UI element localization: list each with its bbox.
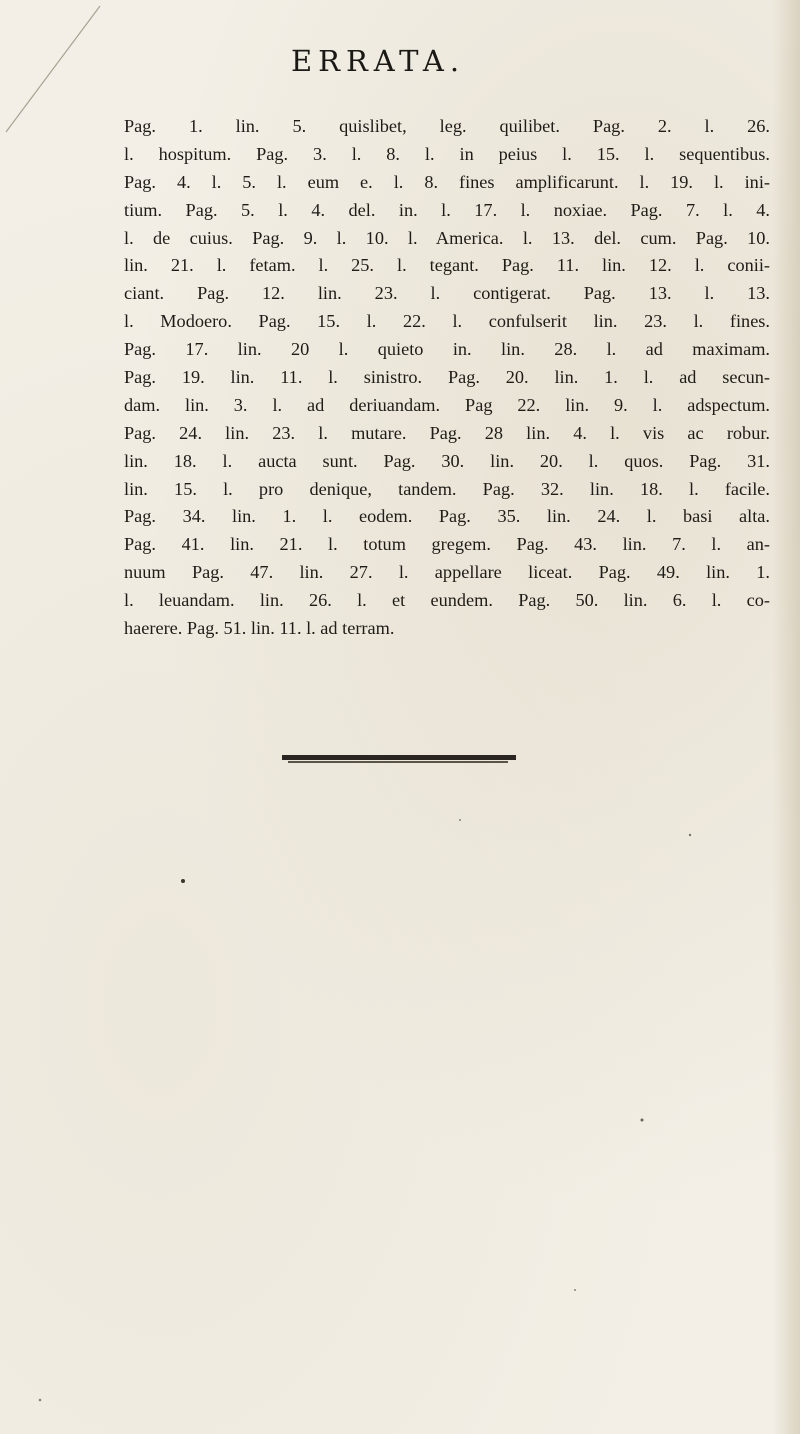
errata-line: Pag. 24. lin. 23. l. mutare. Pag. 28 lin. 4. l. vis ac robur. (124, 422, 770, 443)
errata-line: l. Modoero. Pag. 15. l. 22. l. confulserit lin. 23. l. fines. (124, 311, 770, 332)
errata-line: lin. 18. l. aucta sunt. Pag. 30. lin. 20. l. quos. Pag. 31. (124, 450, 770, 471)
errata-line: Pag. 34. lin. 1. l. eodem. Pag. 35. lin. 24. l. basi alta. (124, 506, 770, 527)
errata-list (124, 113, 770, 643)
errata-line: Pag. 17. lin. 20 l. quieto in. lin. 28. l. ad maximam. (124, 339, 770, 360)
errata-line: dam. lin. 3. l. ad deriuandam. Pag 22. lin. 9. l. adspectum. (124, 394, 770, 415)
errata-line: l. leuandam. lin. 26. l. et eundem. Pag. 50. lin. 6. l. co- (124, 590, 770, 611)
errata-line: l. hospitum. Pag. 3. l. 8. l. in peius l. 15. l. sequentibus. (124, 143, 770, 164)
errata-line: lin. 15. l. pro denique, tandem. Pag. 32. lin. 18. l. facile. (124, 478, 770, 499)
page-edge-shadow (772, 0, 800, 1434)
ornamental-rule (282, 755, 516, 765)
errata-title: ERRATA. (290, 44, 466, 78)
errata-line: Pag. 1. lin. 5. quislibet, leg. quilibet. Pag. 2. l. 26. (124, 116, 770, 136)
ornamental-rule-band (282, 755, 516, 760)
errata-line: ciant. Pag. 12. lin. 23. l. contigerat. Pag. 13. l. 13. (124, 283, 770, 304)
errata-line: l. de cuius. Pag. 9. l. 10. l. America. l. 13. del. cum. Pag. 10. (124, 227, 770, 248)
errata-line: haerere. Pag. 51. lin. 11. l. ad terram. (124, 618, 395, 639)
errata-line: Pag. 4. l. 5. l. eum e. l. 8. fines amplificarunt. l. 19. l. ini- (124, 171, 770, 192)
errata-line: Pag. 41. lin. 21. l. totum gregem. Pag. 43. lin. 7. l. an- (124, 534, 770, 555)
errata-line: tium. Pag. 5. l. 4. del. in. l. 17. l. noxiae. Pag. 7. l. 4. (124, 199, 770, 220)
errata-line: lin. 21. l. fetam. l. 25. l. tegant. Pag. 11. lin. 12. l. conii- (124, 255, 770, 276)
errata-line: nuum Pag. 47. lin. 27. l. appellare liceat. Pag. 49. lin. 1. (124, 562, 770, 583)
errata-line: Pag. 19. lin. 11. l. sinistro. Pag. 20. lin. 1. l. ad secun- (124, 367, 770, 388)
ornamental-rule-thin-band (288, 761, 508, 763)
